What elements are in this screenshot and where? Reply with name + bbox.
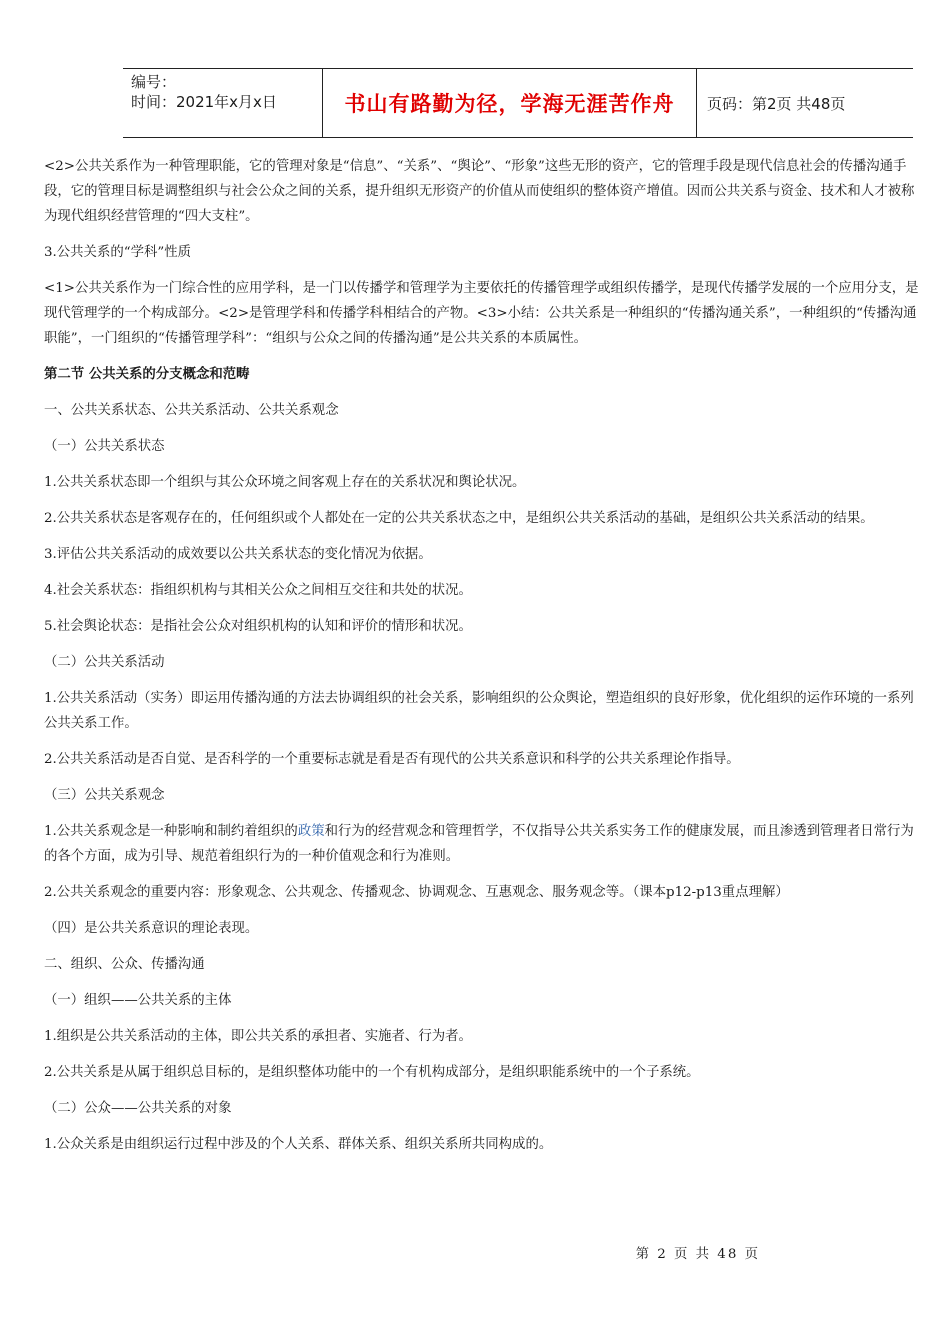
paragraph: <1>公共关系作为一门综合性的应用学科，是一门以传播学和管理学为主要依托的传播管理学或组织传播学，是现代传播学发展的一个应用分支，是现代管理学的一个构成部分。<2>是管理学科和传播学科相结合的产物。<3>小结：公共关系是一种组织的“传播沟通关系”，一种组织的“传播沟通职能”，一门组织的“传播管理学科”：“组织与公众之间的传播沟通”是公共关系的本质属性。 — [44, 281, 919, 346]
paragraph: 2.公共关系是从属于组织总目标的，是组织整体功能中的一个有机构成部分，是组织职能系统中的一个子系统。 — [44, 1065, 700, 1080]
paragraph: 4.社会关系状态：指组织机构与其相关公众之间相互交往和共处的状况。 — [44, 583, 472, 598]
document-number-label: 编号： — [131, 73, 177, 91]
header-motto: 书山有路勤为径，学海无涯苦作舟 — [323, 69, 697, 137]
page-header — [123, 68, 913, 138]
paragraph: 1.公众关系是由组织运行过程中涉及的个人关系、群体关系、组织关系所共同构成的。 — [44, 1137, 553, 1152]
paragraph: 1.组织是公共关系活动的主体，即公共关系的承担者、实施者、行为者。 — [44, 1029, 472, 1044]
paragraph: 2.公共关系状态是客观存在的，任何组织或个人都处在一定的公共关系状态之中，是组织公共关系活动的基础，是组织公共关系活动的结果。 — [44, 511, 874, 526]
paragraph-text: 1.公共关系观念是一种影响和制约着组织的 — [44, 824, 298, 839]
paragraph: <2>公共关系作为一种管理职能，它的管理对象是“信息”、“关系”、“舆论”、“形象”这些无形的资产，它的管理手段是现代信息社会的传播沟通手段，它的管理目标是调整组织与社会公众之间的关系，提升组织无形资产的价值从而使组织的整体资产增值。因而公共关系与资金、技术和人才被称为现代组织经营管理的“四大支柱”。 — [44, 159, 915, 224]
paragraph: 二、组织、公众、传播沟通 — [44, 957, 205, 972]
paragraph: （四）是公共关系意识的理论表现。 — [44, 921, 259, 936]
paragraph: 1.公共关系状态即一个组织与其公众环境之间客观上存在的关系状况和舆论状况。 — [44, 475, 526, 490]
header-page-info: 页码：第2页 共48页 — [707, 94, 846, 113]
paragraph: （三）公共关系观念 — [44, 788, 165, 803]
paragraph: （一）组织——公共关系的主体 — [44, 993, 232, 1008]
paragraph: （二）公共关系活动 — [44, 655, 165, 670]
paragraph: 2.公共关系观念的重要内容：形象观念、公共观念、传播观念、协调观念、互惠观念、服务观念等。（课本p12-p13重点理解） — [44, 885, 789, 900]
paragraph: 3.公共关系的“学科”性质 — [44, 245, 191, 260]
paragraph: （一）公共关系状态 — [44, 439, 165, 454]
header-meta — [123, 69, 323, 137]
paragraph-text: 和行为的经营观念和管理哲学，不仅指导公共关系实务工作的健康发展，而且渗透到管理者日常行为的各个方面，成为引导、规范着组织行为的一种价值观念和行为准则。 — [44, 824, 914, 864]
paragraph: 3.评估公共关系活动的成效要以公共关系状态的变化情况为依据。 — [44, 547, 432, 562]
paragraph: （二）公众——公共关系的对象 — [44, 1101, 232, 1116]
document-time: 时间：2021年x月x日 — [131, 93, 277, 111]
page-footer: 第 2 页 共 48 页 — [635, 1247, 760, 1262]
paragraph: 2.公共关系活动是否自觉、是否科学的一个重要标志就是看是否有现代的公共关系意识和科学的公共关系理论作指导。 — [44, 752, 740, 767]
paragraph: 一、公共关系状态、公共关系活动、公共关系观念 — [44, 403, 339, 418]
section-heading: 第二节 公共关系的分支概念和范畴 — [44, 367, 250, 382]
policy-link[interactable]: 政策 — [297, 824, 325, 839]
document-body — [44, 154, 920, 1168]
paragraph: 5.社会舆论状态：是指社会公众对组织机构的认知和评价的情形和状况。 — [44, 619, 472, 634]
paragraph: 1.公共关系活动（实务）即运用传播沟通的方法去协调组织的社会关系，影响组织的公众舆论，塑造组织的良好形象，优化组织的运作环境的一系列公共关系工作。 — [44, 691, 914, 731]
paragraph — [44, 819, 920, 869]
